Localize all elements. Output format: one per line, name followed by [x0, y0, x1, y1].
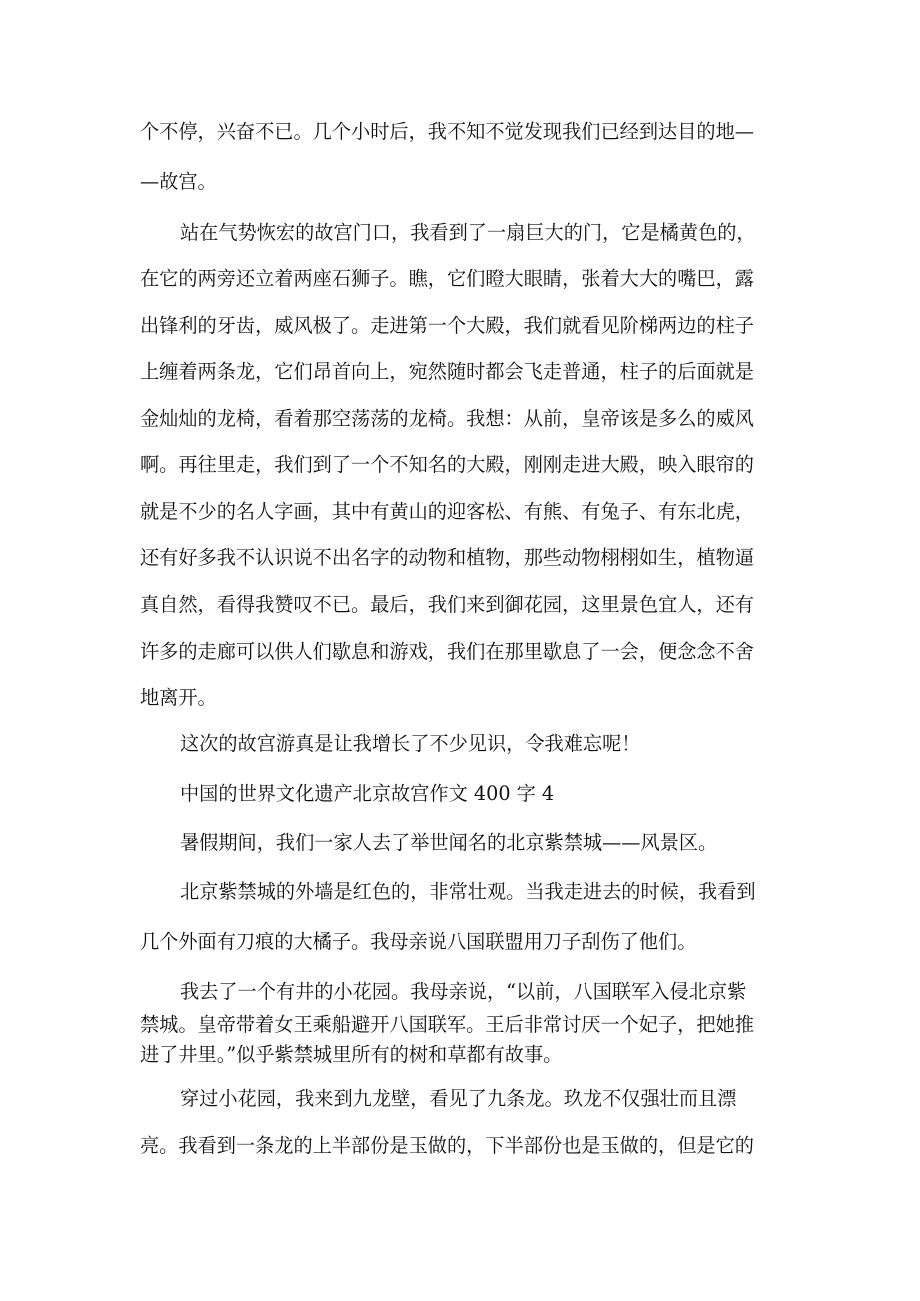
section-heading: 中国的世界文化遗产北京故宫作文 400 字 4 [180, 782, 555, 805]
paragraph-start-line: 站在气势恢宏的故宫门口，我看到了一扇巨大的门，它是橘黄色的， [180, 221, 756, 244]
text-line: 地离开。 [140, 686, 217, 709]
text-line: 真自然，看得我赞叹不已。最后，我们来到御花园，这里景色宜人，还有 [140, 593, 754, 616]
text-line: 个不停，兴奋不已。几个小时后，我不知不觉发现我们已经到达目的地— [140, 120, 754, 143]
text-line: 禁城。皇帝带着女王乘船避开八国联军。王后非常讨厌一个妃子，把她推 [140, 1013, 754, 1036]
paragraph-start-line: 穿过小花园，我来到九龙壁，看见了九条龙。玖龙不仅强壮而且漂 [180, 1087, 737, 1110]
paragraph-start-line: 我去了一个有井的小花园。我母亲说，“以前，八国联军入侵北京紫 [180, 980, 747, 1003]
text-line: 上缠着两条龙，它们昂首向上，宛然随时都会飞走普通，柱子的后面就是 [140, 360, 754, 383]
text-line: 还有好多我不认识说不出名字的动物和植物，那些动物栩栩如生，植物逼 [140, 546, 754, 569]
text-line: 就是不少的名人字画，其中有黄山的迎客松、有熊、有兔子、有东北虎， [140, 500, 754, 523]
paragraph-start-line: 北京紫禁城的外墙是红色的，非常壮观。当我走进去的时候，我看到 [180, 880, 756, 903]
text-line: —故宫。 [140, 170, 217, 193]
paragraph-start-line: 这次的故宫游真是让我增长了不少见识，令我难忘呢！ [180, 732, 641, 755]
text-line: 金灿灿的龙椅，看着那空荡荡的龙椅。我想：从前，皇帝该是多么的威风 [140, 407, 754, 430]
text-line: 许多的走廊可以供人们歇息和游戏，我们在那里歇息了一会，便念念不舍 [140, 640, 754, 663]
text-line: 啊。再往里走，我们到了一个不知名的大殿，刚刚走进大殿，映入眼帘的 [140, 453, 754, 476]
paragraph-start-line: 暑假期间，我们一家人去了举世闻名的北京紫禁城——风景区。 [180, 831, 718, 854]
text-line: 出锋利的牙齿，威风极了。走进第一个大殿，我们就看见阶梯两边的柱子 [140, 314, 754, 337]
text-line: 几个外面有刀痕的大橘子。我母亲说八国联盟用刀子刮伤了他们。 [140, 930, 697, 953]
text-line: 进了井里。”似乎紫禁城里所有的树和草都有故事。 [140, 1043, 563, 1066]
text-line: 在它的两旁还立着两座石狮子。瞧，它们瞪大眼睛，张着大大的嘴巴，露 [140, 267, 754, 290]
text-line: 亮。我看到一条龙的上半部份是玉做的，下半部份也是玉做的，但是它的 [140, 1134, 754, 1157]
